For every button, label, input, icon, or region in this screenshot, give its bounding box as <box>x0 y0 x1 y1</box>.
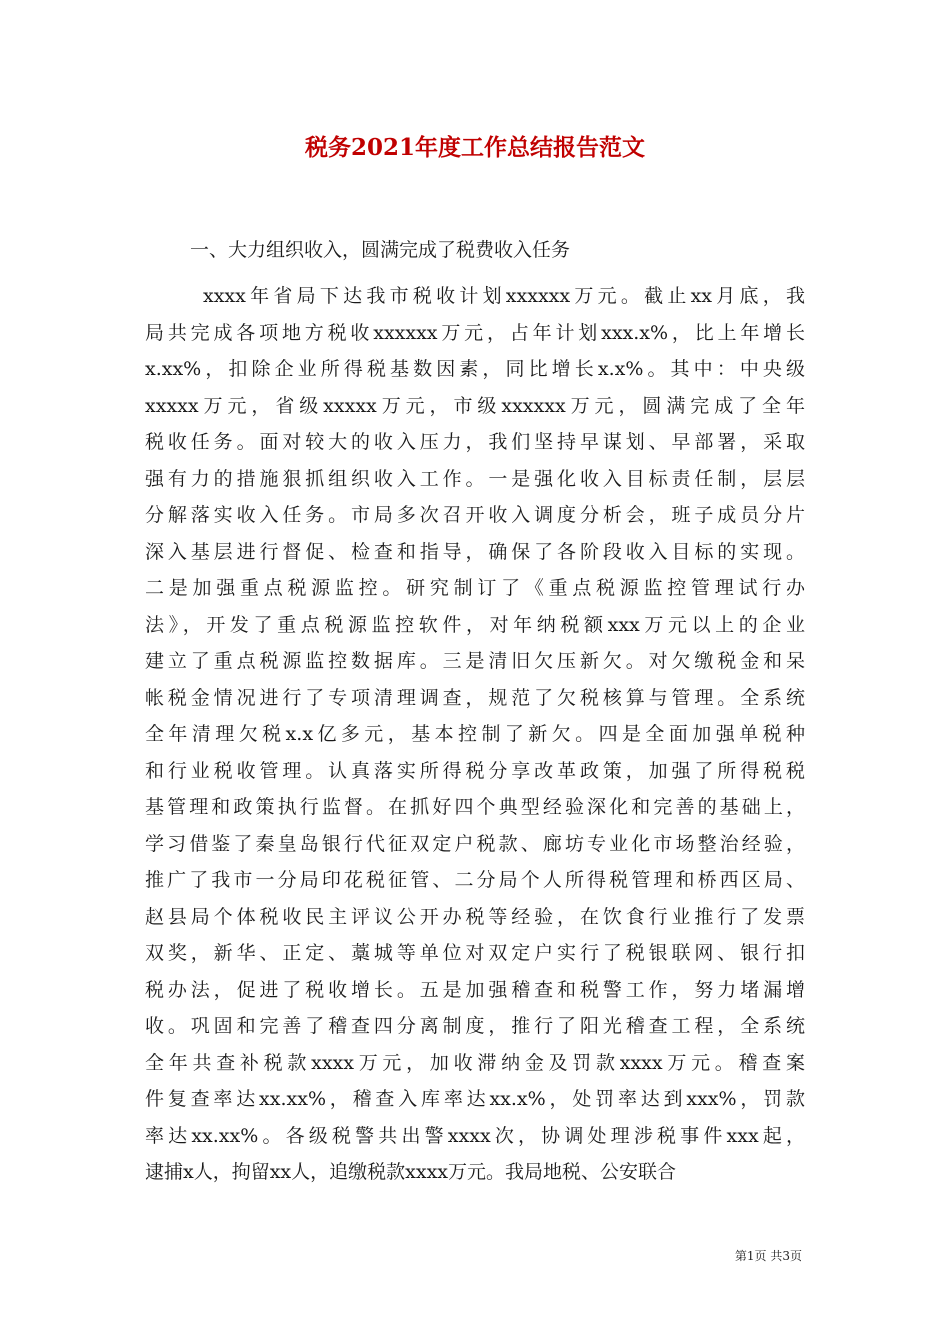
body-line: 帐税金情况进行了专项清理调查，规范了欠税核算与管理。全系统 <box>145 686 805 709</box>
body-line: xxxxx万元，省级xxxxx万元，市级xxxxxx万元，圆满完成了全年 <box>145 394 805 417</box>
body-line: 全年清理欠税x.x亿多元，基本控制了新欠。四是全面加强单税种 <box>145 723 805 745</box>
body-line: 赵县局个体税收民主评议公开办税等经验，在饮食行业推行了发票 <box>145 905 805 928</box>
body-line: xxxx年省局下达我市税收计划xxxxxx万元。截止xx月底，我 <box>203 285 805 307</box>
body-line: 建立了重点税源监控数据库。三是清旧欠压新欠。对欠缴税金和呆 <box>145 650 805 672</box>
page-title: 税务2021年度工作总结报告范文 <box>304 134 645 161</box>
body-line: 逮捕x人，拘留xx人，追缴税款xxxx万元。我局地税、公安联合 <box>145 1161 677 1183</box>
body-line: 基管理和政策执行监督。在抓好四个典型经验深化和完善的基础上， <box>145 796 805 818</box>
body-text <box>145 278 805 1191</box>
body-line: 件复查率达xx.xx%，稽查入库率达xx.x%，处罚率达到xxx%，罚款 <box>145 1088 805 1110</box>
body-line: 二是加强重点税源监控。研究制订了《重点税源监控管理试行办 <box>145 577 805 599</box>
section-heading: 一、大力组织收入，圆满完成了税费收入任务 <box>190 239 571 261</box>
body-line: 分解落实收入任务。市局多次召开收入调度分析会，班子成员分片 <box>145 504 805 526</box>
page-number: 第1页 共3页 <box>734 1249 802 1263</box>
body-line: 学习借鉴了秦皇岛银行代征双定户税款、廊坊专业化市场整治经验， <box>145 832 805 855</box>
body-line: 法》，开发了重点税源监控软件，对年纳税额xxx万元以上的企业 <box>145 613 805 636</box>
body-line: x.xx%，扣除企业所得税基数因素，同比增长x.x%。其中：中央级 <box>145 358 805 380</box>
body-line: 率达xx.xx%。各级税警共出警xxxx次，协调处理涉税事件xxx起， <box>145 1124 805 1147</box>
body-line: 局共完成各项地方税收xxxxxx万元，占年计划xxx.x%，比上年增长 <box>145 321 805 344</box>
body-line: 全年共查补税款xxxx万元，加收滞纳金及罚款xxxx万元。稽查案 <box>145 1051 805 1074</box>
body-line: 推广了我市一分局印花税征管、二分局个人所得税管理和桥西区局、 <box>145 869 805 891</box>
body-line: 强有力的措施狠抓组织收入工作。一是强化收入目标责任制，层层 <box>145 467 805 490</box>
body-line: 税办法，促进了税收增长。五是加强稽查和税警工作，努力堵漏增 <box>145 978 805 1001</box>
body-line: 深入基层进行督促、检查和指导，确保了各阶段收入目标的实现。 <box>145 540 805 563</box>
body-line: 税收任务。面对较大的收入压力，我们坚持早谋划、早部署，采取 <box>145 431 805 453</box>
body-line: 收。巩固和完善了稽查四分离制度，推行了阳光稽查工程，全系统 <box>145 1015 805 1037</box>
body-line: 双奖，新华、正定、藁城等单位对双定户实行了税银联网、银行扣 <box>145 942 805 964</box>
body-line: 和行业税收管理。认真落实所得税分享改革政策，加强了所得税税 <box>145 759 805 782</box>
